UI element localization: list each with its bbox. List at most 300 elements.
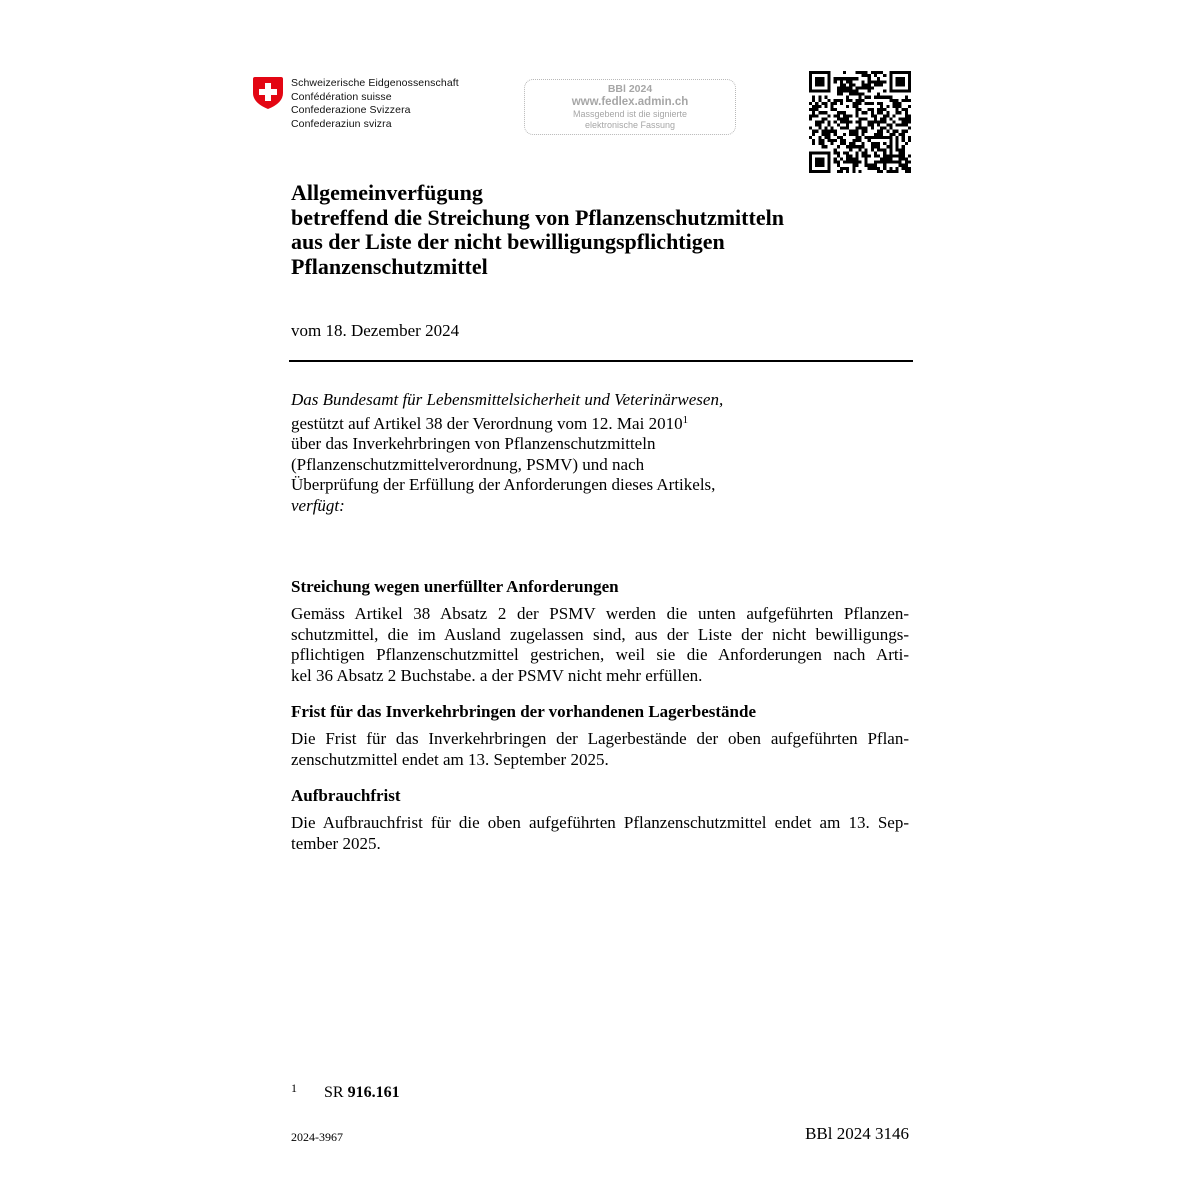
qr-module — [846, 117, 849, 120]
qr-module — [846, 114, 849, 117]
qr-module — [849, 130, 852, 133]
qr-module — [828, 167, 831, 170]
qr-module — [815, 80, 818, 83]
qr-module — [821, 80, 824, 83]
qr-module — [899, 77, 902, 80]
section-heading: Aufbrauchfrist — [291, 786, 401, 805]
qr-module — [837, 154, 840, 157]
qr-module — [908, 154, 911, 157]
qr-module — [880, 130, 883, 133]
qr-module — [809, 161, 812, 164]
qr-module — [883, 74, 886, 77]
qr-module — [840, 83, 843, 86]
qr-module — [899, 161, 902, 164]
qr-module — [852, 142, 855, 145]
qr-module — [815, 83, 818, 86]
qr-module — [837, 111, 840, 114]
qr-module — [818, 127, 821, 130]
qr-module — [855, 99, 858, 102]
qr-module — [908, 136, 911, 139]
qr-module — [837, 151, 840, 154]
issuing-authority: Das Bundesamt für Lebensmittelsicherheit und Veterinärwesen, — [291, 390, 724, 409]
qr-module — [831, 105, 834, 108]
qr-module — [902, 90, 905, 93]
qr-module — [849, 99, 852, 102]
qr-module — [874, 151, 877, 154]
qr-module — [858, 108, 861, 111]
qr-module — [846, 154, 849, 157]
qr-module — [837, 145, 840, 148]
qr-module — [809, 154, 812, 157]
qr-module — [874, 83, 877, 86]
qr-module — [840, 167, 843, 170]
qr-module — [815, 120, 818, 123]
qr-module — [908, 74, 911, 77]
qr-module — [905, 142, 908, 145]
qr-module — [812, 108, 815, 111]
qr-module — [843, 161, 846, 164]
qr-module — [886, 154, 889, 157]
qr-module — [818, 77, 821, 80]
qr-module — [828, 164, 831, 167]
official-publication-stamp — [524, 79, 736, 135]
qr-module — [908, 71, 911, 74]
qr-module — [889, 145, 892, 148]
qr-module — [828, 136, 831, 139]
qr-module — [858, 145, 861, 148]
qr-module — [883, 114, 886, 117]
qr-module — [852, 167, 855, 170]
qr-code-icon[interactable] — [809, 71, 911, 173]
qr-module — [852, 93, 855, 96]
section-body — [291, 604, 909, 686]
qr-module — [846, 77, 849, 80]
qr-module — [865, 136, 868, 139]
qr-module — [886, 96, 889, 99]
footnote-marker[interactable]: 1 — [682, 413, 689, 426]
qr-module — [889, 170, 892, 173]
qr-module — [855, 145, 858, 148]
qr-module — [877, 80, 880, 83]
qr-module — [818, 124, 821, 127]
qr-module — [809, 80, 812, 83]
qr-module — [828, 77, 831, 80]
qr-module — [868, 90, 871, 93]
qr-module — [902, 145, 905, 148]
qr-module — [840, 127, 843, 130]
qr-module — [877, 130, 880, 133]
qr-module — [809, 90, 812, 93]
qr-module — [834, 77, 837, 80]
qr-module — [874, 71, 877, 74]
qr-module — [852, 133, 855, 136]
qr-module — [837, 90, 840, 93]
qr-module — [889, 90, 892, 93]
qr-module — [846, 127, 849, 130]
qr-module — [908, 117, 911, 120]
qr-module — [824, 130, 827, 133]
qr-module — [871, 120, 874, 123]
qr-module — [846, 158, 849, 161]
qr-module — [902, 154, 905, 157]
qr-module — [883, 90, 886, 93]
qr-module — [834, 139, 837, 142]
qr-module — [852, 170, 855, 173]
qr-module — [902, 77, 905, 80]
qr-module — [849, 93, 852, 96]
document-title — [291, 181, 911, 279]
qr-module — [899, 154, 902, 157]
qr-module — [812, 170, 815, 173]
qr-module — [812, 114, 815, 117]
qr-module — [824, 127, 827, 130]
qr-module — [902, 117, 905, 120]
qr-module — [880, 108, 883, 111]
qr-module — [824, 102, 827, 105]
qr-module — [846, 170, 849, 173]
qr-module — [896, 154, 899, 157]
qr-module — [868, 167, 871, 170]
qr-module — [846, 145, 849, 148]
qr-module — [877, 142, 880, 145]
qr-module — [821, 111, 824, 114]
title-line: betreffend die Streichung von Pflanzenschutzmitteln — [291, 204, 784, 230]
qr-module — [809, 114, 812, 117]
qr-module — [896, 167, 899, 170]
qr-module — [883, 154, 886, 157]
qr-module — [821, 161, 824, 164]
qr-module — [886, 158, 889, 161]
qr-module — [865, 96, 868, 99]
qr-module — [862, 93, 865, 96]
qr-module — [831, 102, 834, 105]
qr-module — [818, 161, 821, 164]
qr-module — [855, 139, 858, 142]
decree-formula: verfügt: — [291, 495, 345, 515]
qr-module — [880, 80, 883, 83]
qr-module — [865, 83, 868, 86]
qr-module — [809, 127, 812, 130]
qr-module — [862, 142, 865, 145]
section-use-deadline — [291, 786, 909, 854]
qr-module — [815, 108, 818, 111]
qr-module — [880, 111, 883, 114]
qr-module — [902, 124, 905, 127]
qr-module — [871, 127, 874, 130]
title-line: aus der Liste der nicht bewilligungspflichtigen — [291, 229, 725, 254]
qr-module — [862, 99, 865, 102]
qr-module — [883, 120, 886, 123]
body-line: Gemäss Artikel 38 Absatz 2 der PSMV werden die unten aufgeführten Pflanzen- — [291, 604, 909, 623]
qr-module — [843, 111, 846, 114]
qr-module — [880, 136, 883, 139]
qr-module — [908, 161, 911, 164]
qr-module — [858, 99, 861, 102]
qr-module — [874, 164, 877, 167]
qr-module — [828, 99, 831, 102]
qr-module — [877, 145, 880, 148]
qr-module — [871, 145, 874, 148]
qr-module — [858, 96, 861, 99]
qr-module — [880, 105, 883, 108]
qr-module — [852, 83, 855, 86]
qr-module — [908, 83, 911, 86]
body-line: kel 36 Absatz 2 Buchstabe. a der PSMV nicht mehr erfüllen. — [291, 665, 703, 685]
qr-module — [828, 74, 831, 77]
qr-module — [905, 99, 908, 102]
qr-module — [824, 117, 827, 120]
qr-module — [815, 161, 818, 164]
qr-module — [874, 154, 877, 157]
body-line: tember 2025. — [291, 833, 381, 853]
qr-module — [828, 139, 831, 142]
qr-module — [865, 102, 868, 105]
qr-module — [812, 151, 815, 154]
qr-module — [874, 74, 877, 77]
stamp-url: www.fedlex.admin.ch — [571, 96, 689, 108]
section-heading: Streichung wegen unerfüllter Anforderungen — [291, 577, 619, 596]
qr-module — [896, 124, 899, 127]
qr-module — [855, 102, 858, 105]
qr-module — [824, 151, 827, 154]
qr-module — [902, 120, 905, 123]
qr-module — [889, 127, 892, 130]
qr-module — [877, 83, 880, 86]
qr-module — [871, 148, 874, 151]
qr-module — [886, 114, 889, 117]
qr-module — [892, 130, 895, 133]
qr-module — [874, 117, 877, 120]
qr-module — [846, 99, 849, 102]
qr-module — [883, 136, 886, 139]
qr-module — [865, 148, 868, 151]
qr-module — [858, 124, 861, 127]
qr-module — [858, 148, 861, 151]
qr-module — [871, 86, 874, 89]
qr-module — [880, 120, 883, 123]
qr-module — [812, 99, 815, 102]
qr-module — [855, 108, 858, 111]
qr-module — [828, 161, 831, 164]
qr-module — [865, 86, 868, 89]
section-body — [291, 729, 909, 770]
qr-module — [855, 151, 858, 154]
qr-module — [902, 158, 905, 161]
qr-module — [821, 102, 824, 105]
qr-module — [905, 96, 908, 99]
qr-module — [871, 136, 874, 139]
qr-module — [865, 74, 868, 77]
qr-module — [858, 71, 861, 74]
qr-module — [818, 105, 821, 108]
qr-module — [902, 136, 905, 139]
qr-module — [889, 139, 892, 142]
qr-module — [849, 80, 852, 83]
qr-module — [846, 80, 849, 83]
qr-module — [855, 136, 858, 139]
qr-module — [896, 111, 899, 114]
qr-module — [834, 120, 837, 123]
qr-module — [846, 96, 849, 99]
qr-module — [843, 90, 846, 93]
qr-module — [818, 139, 821, 142]
qr-module — [824, 105, 827, 108]
qr-module — [834, 148, 837, 151]
qr-module — [883, 80, 886, 83]
qr-module — [883, 167, 886, 170]
qr-module — [896, 145, 899, 148]
qr-module — [849, 161, 852, 164]
qr-module — [896, 161, 899, 164]
qr-module — [831, 139, 834, 142]
qr-module — [889, 83, 892, 86]
qr-module — [871, 164, 874, 167]
qr-module — [896, 130, 899, 133]
qr-module — [831, 130, 834, 133]
qr-module — [902, 80, 905, 83]
qr-module — [874, 120, 877, 123]
qr-module — [889, 77, 892, 80]
qr-module — [905, 130, 908, 133]
qr-module — [834, 161, 837, 164]
qr-module — [886, 111, 889, 114]
qr-module — [868, 108, 871, 111]
name-italian: Confederazione Svizzera — [291, 104, 411, 117]
qr-module — [846, 167, 849, 170]
qr-module — [874, 133, 877, 136]
qr-module — [815, 170, 818, 173]
qr-module — [831, 108, 834, 111]
qr-module — [862, 111, 865, 114]
qr-module — [815, 151, 818, 154]
qr-module — [855, 111, 858, 114]
qr-module — [809, 71, 812, 74]
qr-module — [865, 111, 868, 114]
qr-module — [868, 80, 871, 83]
qr-module — [828, 124, 831, 127]
qr-module — [834, 133, 837, 136]
qr-module — [899, 124, 902, 127]
qr-module — [849, 158, 852, 161]
qr-module — [862, 133, 865, 136]
qr-module — [896, 90, 899, 93]
qr-module — [815, 77, 818, 80]
qr-module — [862, 130, 865, 133]
qr-module — [821, 77, 824, 80]
qr-module — [809, 158, 812, 161]
qr-module — [815, 105, 818, 108]
qr-module — [883, 108, 886, 111]
qr-module — [908, 90, 911, 93]
qr-module — [889, 99, 892, 102]
qr-module — [896, 102, 899, 105]
qr-module — [818, 83, 821, 86]
qr-module — [824, 170, 827, 173]
qr-module — [883, 148, 886, 151]
qr-module — [828, 83, 831, 86]
qr-module — [855, 154, 858, 157]
qr-module — [899, 117, 902, 120]
footnote-reference[interactable]: 916.161 — [347, 1084, 400, 1101]
qr-module — [809, 164, 812, 167]
qr-module — [855, 161, 858, 164]
qr-module — [840, 99, 843, 102]
qr-module — [843, 86, 846, 89]
qr-module — [886, 170, 889, 173]
legal-basis-text: gestützt auf Artikel 38 der Verordnung vom 12. Mai 2010 — [291, 413, 683, 433]
qr-module — [874, 145, 877, 148]
qr-module — [880, 102, 883, 105]
qr-module — [834, 108, 837, 111]
qr-module — [868, 83, 871, 86]
qr-module — [905, 164, 908, 167]
qr-module — [899, 105, 902, 108]
qr-module — [877, 93, 880, 96]
qr-module — [824, 90, 827, 93]
qr-module — [812, 71, 815, 74]
confederation-names — [291, 77, 459, 131]
qr-module — [821, 142, 824, 145]
qr-module — [877, 161, 880, 164]
qr-module — [899, 90, 902, 93]
qr-module — [889, 117, 892, 120]
qr-module — [868, 136, 871, 139]
qr-module — [899, 164, 902, 167]
qr-module — [899, 133, 902, 136]
qr-module — [883, 127, 886, 130]
qr-module — [868, 102, 871, 105]
qr-module — [865, 161, 868, 164]
qr-module — [831, 142, 834, 145]
qr-module — [828, 154, 831, 157]
qr-module — [855, 127, 858, 130]
qr-module — [855, 77, 858, 80]
qr-module — [840, 136, 843, 139]
qr-module — [862, 127, 865, 130]
qr-module — [905, 170, 908, 173]
qr-module — [812, 139, 815, 142]
qr-module — [824, 96, 827, 99]
qr-module — [809, 167, 812, 170]
qr-module — [896, 80, 899, 83]
qr-module — [892, 114, 895, 117]
qr-module — [824, 111, 827, 114]
qr-module — [899, 158, 902, 161]
qr-module — [889, 167, 892, 170]
legal-basis-line: (Pflanzenschutzmittelverordnung, PSMV) und nach — [291, 454, 645, 474]
qr-module — [809, 117, 812, 120]
qr-module — [908, 127, 911, 130]
qr-module — [899, 151, 902, 154]
qr-module — [821, 83, 824, 86]
qr-module — [849, 145, 852, 148]
qr-module — [843, 167, 846, 170]
qr-module — [889, 154, 892, 157]
qr-module — [902, 83, 905, 86]
name-german: Schweizerische Eidgenossenschaft — [291, 77, 459, 89]
qr-module — [821, 120, 824, 123]
footnote — [291, 1078, 400, 1103]
qr-module — [812, 90, 815, 93]
qr-module — [852, 90, 855, 93]
qr-module — [840, 117, 843, 120]
qr-module — [834, 80, 837, 83]
qr-module — [899, 71, 902, 74]
qr-module — [809, 151, 812, 154]
qr-module — [855, 105, 858, 108]
section-stock-deadline — [291, 702, 909, 770]
qr-module — [834, 130, 837, 133]
